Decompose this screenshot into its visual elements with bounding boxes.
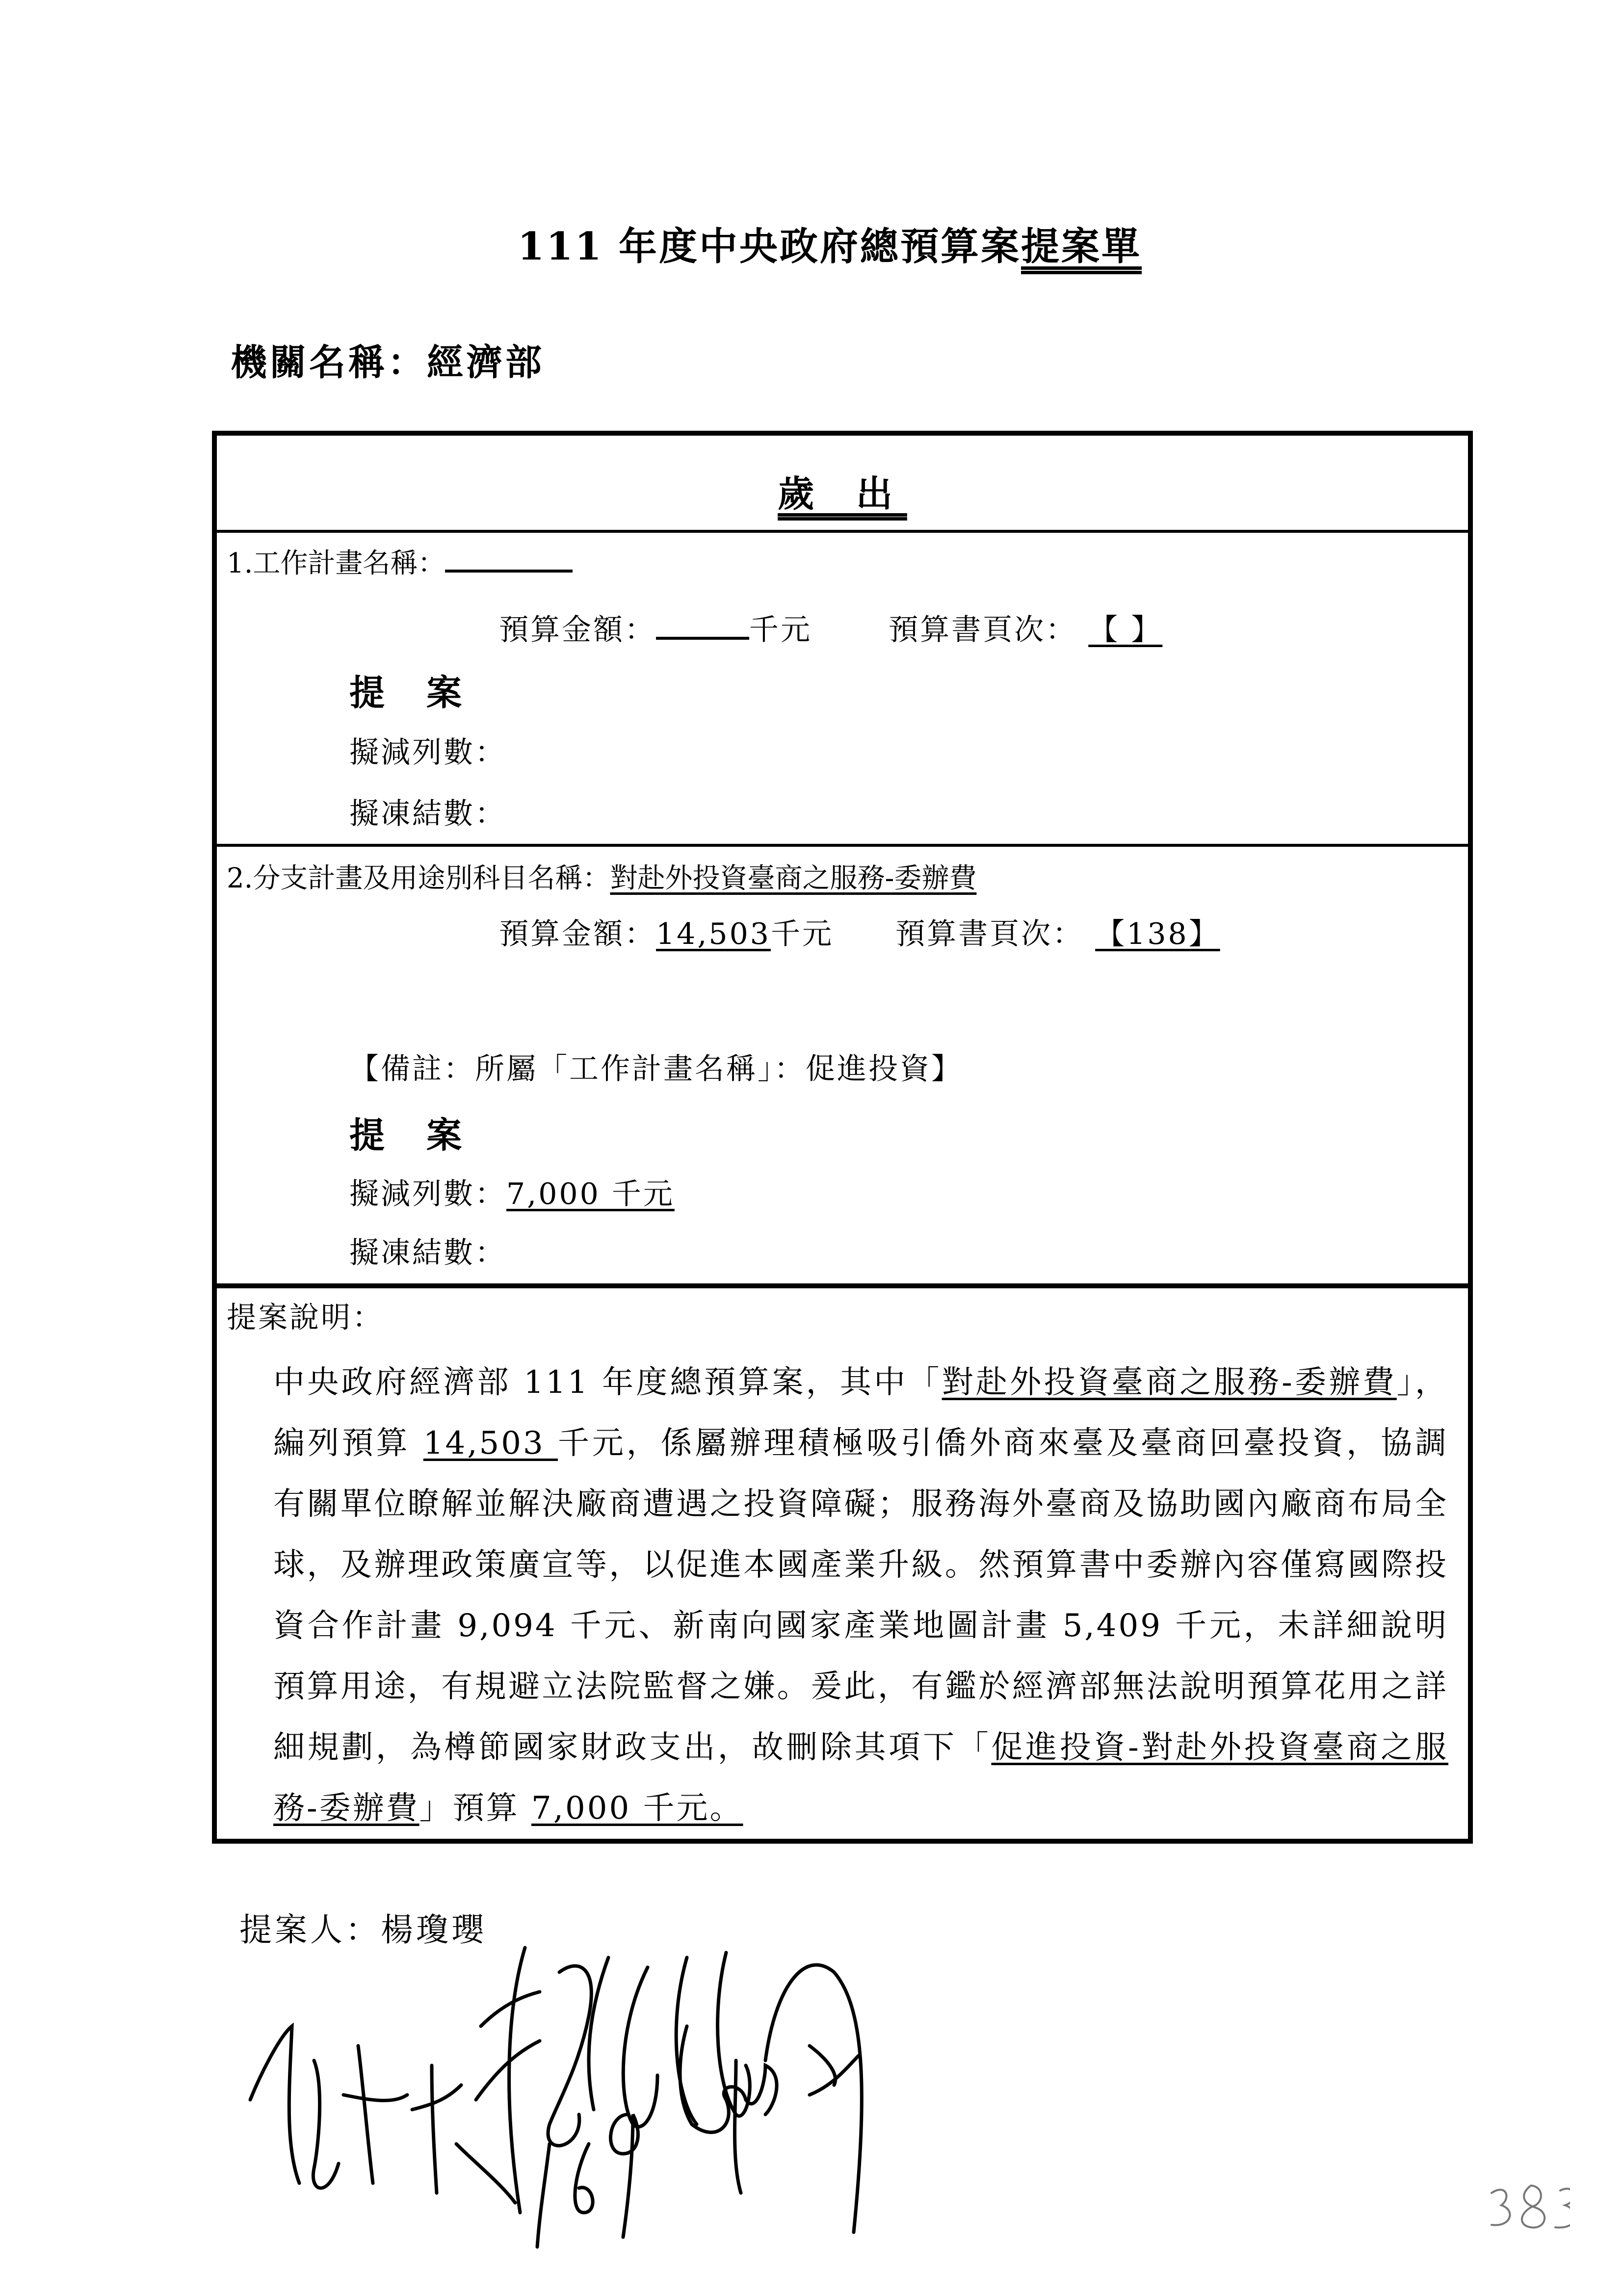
- explanation-section: [217, 1288, 1468, 1839]
- item1-budget-field: [656, 612, 749, 640]
- signature-3: [680, 1965, 862, 2232]
- proposer-name: 楊瓊瓔: [381, 1911, 487, 1949]
- item-1: [217, 533, 1468, 847]
- item1-budget: [499, 606, 1162, 649]
- title-underlined: 提案單: [1021, 224, 1142, 269]
- item2-reduce: [349, 1171, 675, 1213]
- signature-1: [456, 1948, 750, 2213]
- explanation-part: 千元，係屬辦理積極吸引僑外商來臺及臺商回臺投資，協調有關單位瞭解並解決廠商遭遇之投資障礙；服務海外臺商及協助國內廠商布局全球，及辦理政策廣宣等，以促進本國產業升級。然預算書中委辦內容僅寫國際投資合作計畫 9,094 千元、新南向國家產業地圖計畫 5,409 千元，未詳細說明預算用途，有規避立法院監督之嫌。爰此，有鑑於經濟部無法說明預算花用之詳細規劃，為樽節國家財政支出，故刪除其項下「: [273, 1425, 1449, 1766]
- item1-page-value: 【 】: [1088, 613, 1163, 647]
- item1-budget-label: 預算金額：: [499, 613, 656, 647]
- section-heading: [217, 465, 1468, 517]
- item2-budget-unit: 千元: [770, 917, 834, 951]
- explanation-part: 中央政府經濟部 111 年度總預算案，其中「: [273, 1364, 942, 1401]
- item2-name: [227, 857, 976, 896]
- page-mark-383: [1492, 2186, 1570, 2227]
- agency-label: 機關名稱：: [231, 341, 427, 384]
- item1-name-field: [445, 545, 573, 573]
- item1-freeze-label: 擬凍結數：: [349, 797, 506, 831]
- item1-proposal-heading: 提 案: [349, 672, 477, 713]
- item1-name-label: 1.工作計畫名稱：: [227, 548, 445, 579]
- item2-page-label: 預算書頁次：: [895, 917, 1084, 951]
- handwritten-number-169: [537, 2114, 638, 2247]
- item2-name-label: 2.分支計畫及用途別科目名稱：: [227, 862, 610, 894]
- item-2: [217, 847, 1468, 1288]
- document-title: [518, 216, 1142, 271]
- section-heading-row: [217, 436, 1468, 533]
- item1-page-label: 預算書頁次：: [889, 613, 1077, 647]
- proposal-form: [212, 431, 1473, 1844]
- agency-value: 經濟部: [427, 341, 545, 384]
- item2-freeze: [349, 1229, 506, 1272]
- section-heading-text: 歲 出: [778, 473, 907, 515]
- signature-2: [250, 2026, 461, 2193]
- agency-line: [231, 334, 545, 386]
- item2-budget-value: 14,503: [656, 917, 771, 951]
- item2-budget-label: 預算金額：: [499, 917, 656, 951]
- item2-reduce-label: 擬減列數：: [349, 1177, 506, 1211]
- handwritten-signatures: [245, 1938, 1570, 2296]
- explanation-part: 」，編列預算: [273, 1364, 1449, 1461]
- item2-freeze-label: 擬凍結數：: [349, 1236, 506, 1270]
- title-prefix: 111 年度中央政府總預算案: [518, 224, 1021, 269]
- explanation-text: [273, 1352, 1448, 1839]
- item2-page-value: 【138】: [1095, 917, 1220, 951]
- item2-note: 【備註：所屬「工作計畫名稱」：促進投資】: [349, 1052, 963, 1086]
- item2-name-value: 對赴外投資臺商之服務-委辦費: [610, 862, 977, 894]
- explanation-part: 」預算: [419, 1790, 531, 1826]
- item2-proposal-heading: 提 案: [349, 1114, 477, 1156]
- item2-reduce-value: 7,000 千元: [506, 1177, 675, 1211]
- item1-reduce: [349, 729, 506, 771]
- proposer-label: 提案人：: [239, 1911, 381, 1949]
- explanation-underlined-amount: 14,503: [423, 1425, 558, 1461]
- explanation-underlined-item: 促進投資-對赴外投資臺商之服務-委辦費: [273, 1729, 1448, 1826]
- item1-budget-unit: 千元: [749, 613, 812, 647]
- item1-freeze: [349, 790, 506, 833]
- item1-name: [227, 542, 573, 581]
- explanation-underlined-item: 對赴外投資臺商之服務-委辦費: [942, 1364, 1397, 1401]
- explanation-underlined-amount: 7,000 千元。: [531, 1790, 743, 1826]
- explanation-label: 提案說明：: [227, 1301, 384, 1335]
- item2-budget: [499, 911, 1220, 953]
- item1-reduce-label: 擬減列數：: [349, 735, 506, 770]
